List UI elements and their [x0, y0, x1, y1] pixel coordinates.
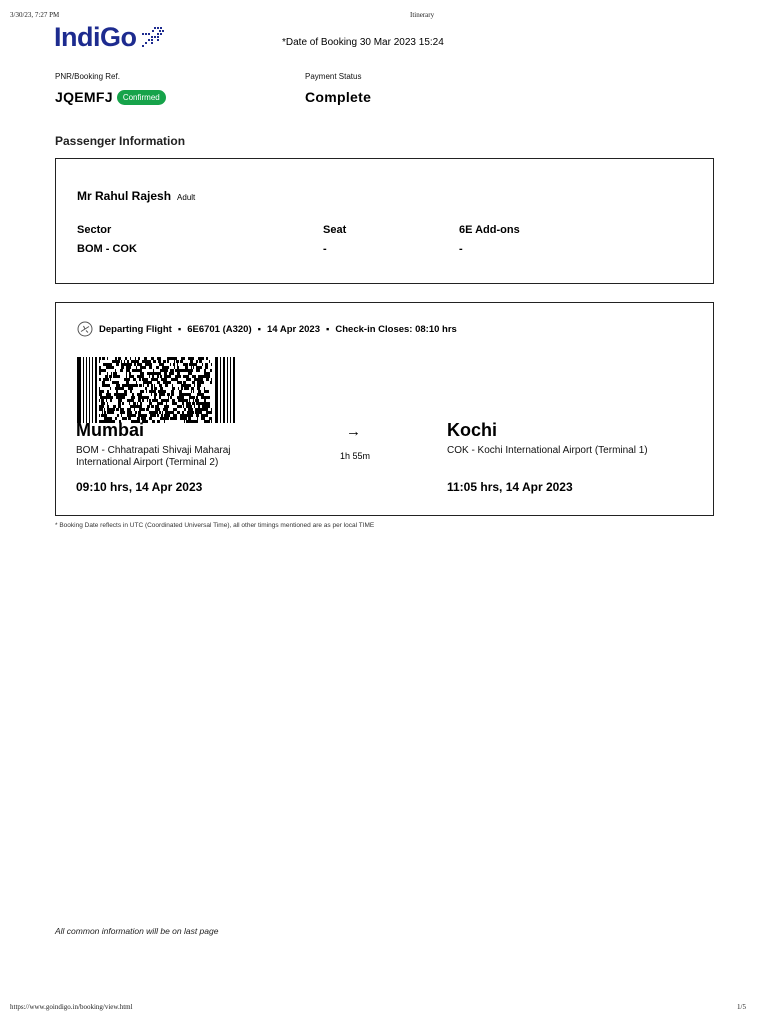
- indigo-logo: [54, 22, 166, 53]
- page-number: 1/5: [737, 1003, 746, 1011]
- flight-label: Departing Flight: [99, 323, 172, 335]
- plane-circle-icon: [77, 321, 93, 337]
- flight-date: 14 Apr 2023: [267, 323, 321, 335]
- destination-city: Kochi: [447, 420, 498, 440]
- passenger-name-row: [77, 189, 195, 203]
- checkin-closes: Check-in Closes: 08:10 hrs: [335, 323, 457, 335]
- print-datetime: 3/30/23, 7:27 PM: [10, 11, 60, 19]
- passenger-type: Adult: [177, 193, 196, 202]
- flight-duration: 1h 55m: [340, 451, 371, 461]
- payment-status-label: Payment Status: [305, 72, 362, 81]
- barcode-image: [77, 357, 235, 423]
- addons-value: -: [459, 243, 463, 255]
- plane-logo-icon: [140, 25, 166, 49]
- passenger-box: [55, 158, 714, 284]
- origin-city: Mumbai: [76, 420, 145, 440]
- seat-header: Seat: [323, 224, 347, 236]
- print-doc-title: Itinerary: [410, 11, 435, 19]
- flight-box: [55, 302, 714, 516]
- destination-time: 11:05 hrs, 14 Apr 2023: [447, 480, 573, 494]
- origin-airport: BOM - Chhatrapati Shivaji Maharaj International Airport (Terminal 2): [76, 445, 231, 468]
- flight-number: 6E6701 (A320): [187, 323, 252, 335]
- sector-header: Sector: [77, 224, 112, 236]
- separator-1: ▪: [177, 323, 182, 335]
- separator-2: ▪: [257, 323, 262, 335]
- page-url: https://www.goindigo.in/booking/view.html: [10, 1003, 133, 1011]
- payment-status-value: Complete: [305, 89, 372, 105]
- status-badge: Confirmed: [117, 90, 166, 105]
- common-info-note: All common information will be on last page: [55, 926, 219, 936]
- utc-note: * Booking Date reflects in UTC (Coordinated Universal Time), all other timings mentioned are as per local TIME: [55, 522, 375, 529]
- destination-airport: COK - Kochi International Airport (Terminal 1): [447, 445, 648, 456]
- pnr-label: PNR/Booking Ref.: [55, 72, 120, 81]
- pnr-row: [55, 89, 166, 105]
- addons-header: 6E Add-ons: [459, 224, 520, 236]
- passenger-name: Mr Rahul Rajesh: [77, 189, 172, 203]
- arrow-right-icon: →: [346, 423, 361, 440]
- pnr-value: JQEMFJ: [55, 89, 113, 105]
- seat-value: -: [323, 243, 327, 255]
- sector-value: BOM - COK: [77, 243, 137, 255]
- flight-info-row: [77, 321, 457, 337]
- passenger-section-title: Passenger Information: [55, 134, 186, 148]
- origin-time: 09:10 hrs, 14 Apr 2023: [76, 480, 203, 494]
- logo-text: IndiGo: [54, 22, 137, 52]
- booking-date-note: *Date of Booking 30 Mar 2023 15:24: [282, 37, 444, 48]
- separator-3: ▪: [326, 323, 330, 335]
